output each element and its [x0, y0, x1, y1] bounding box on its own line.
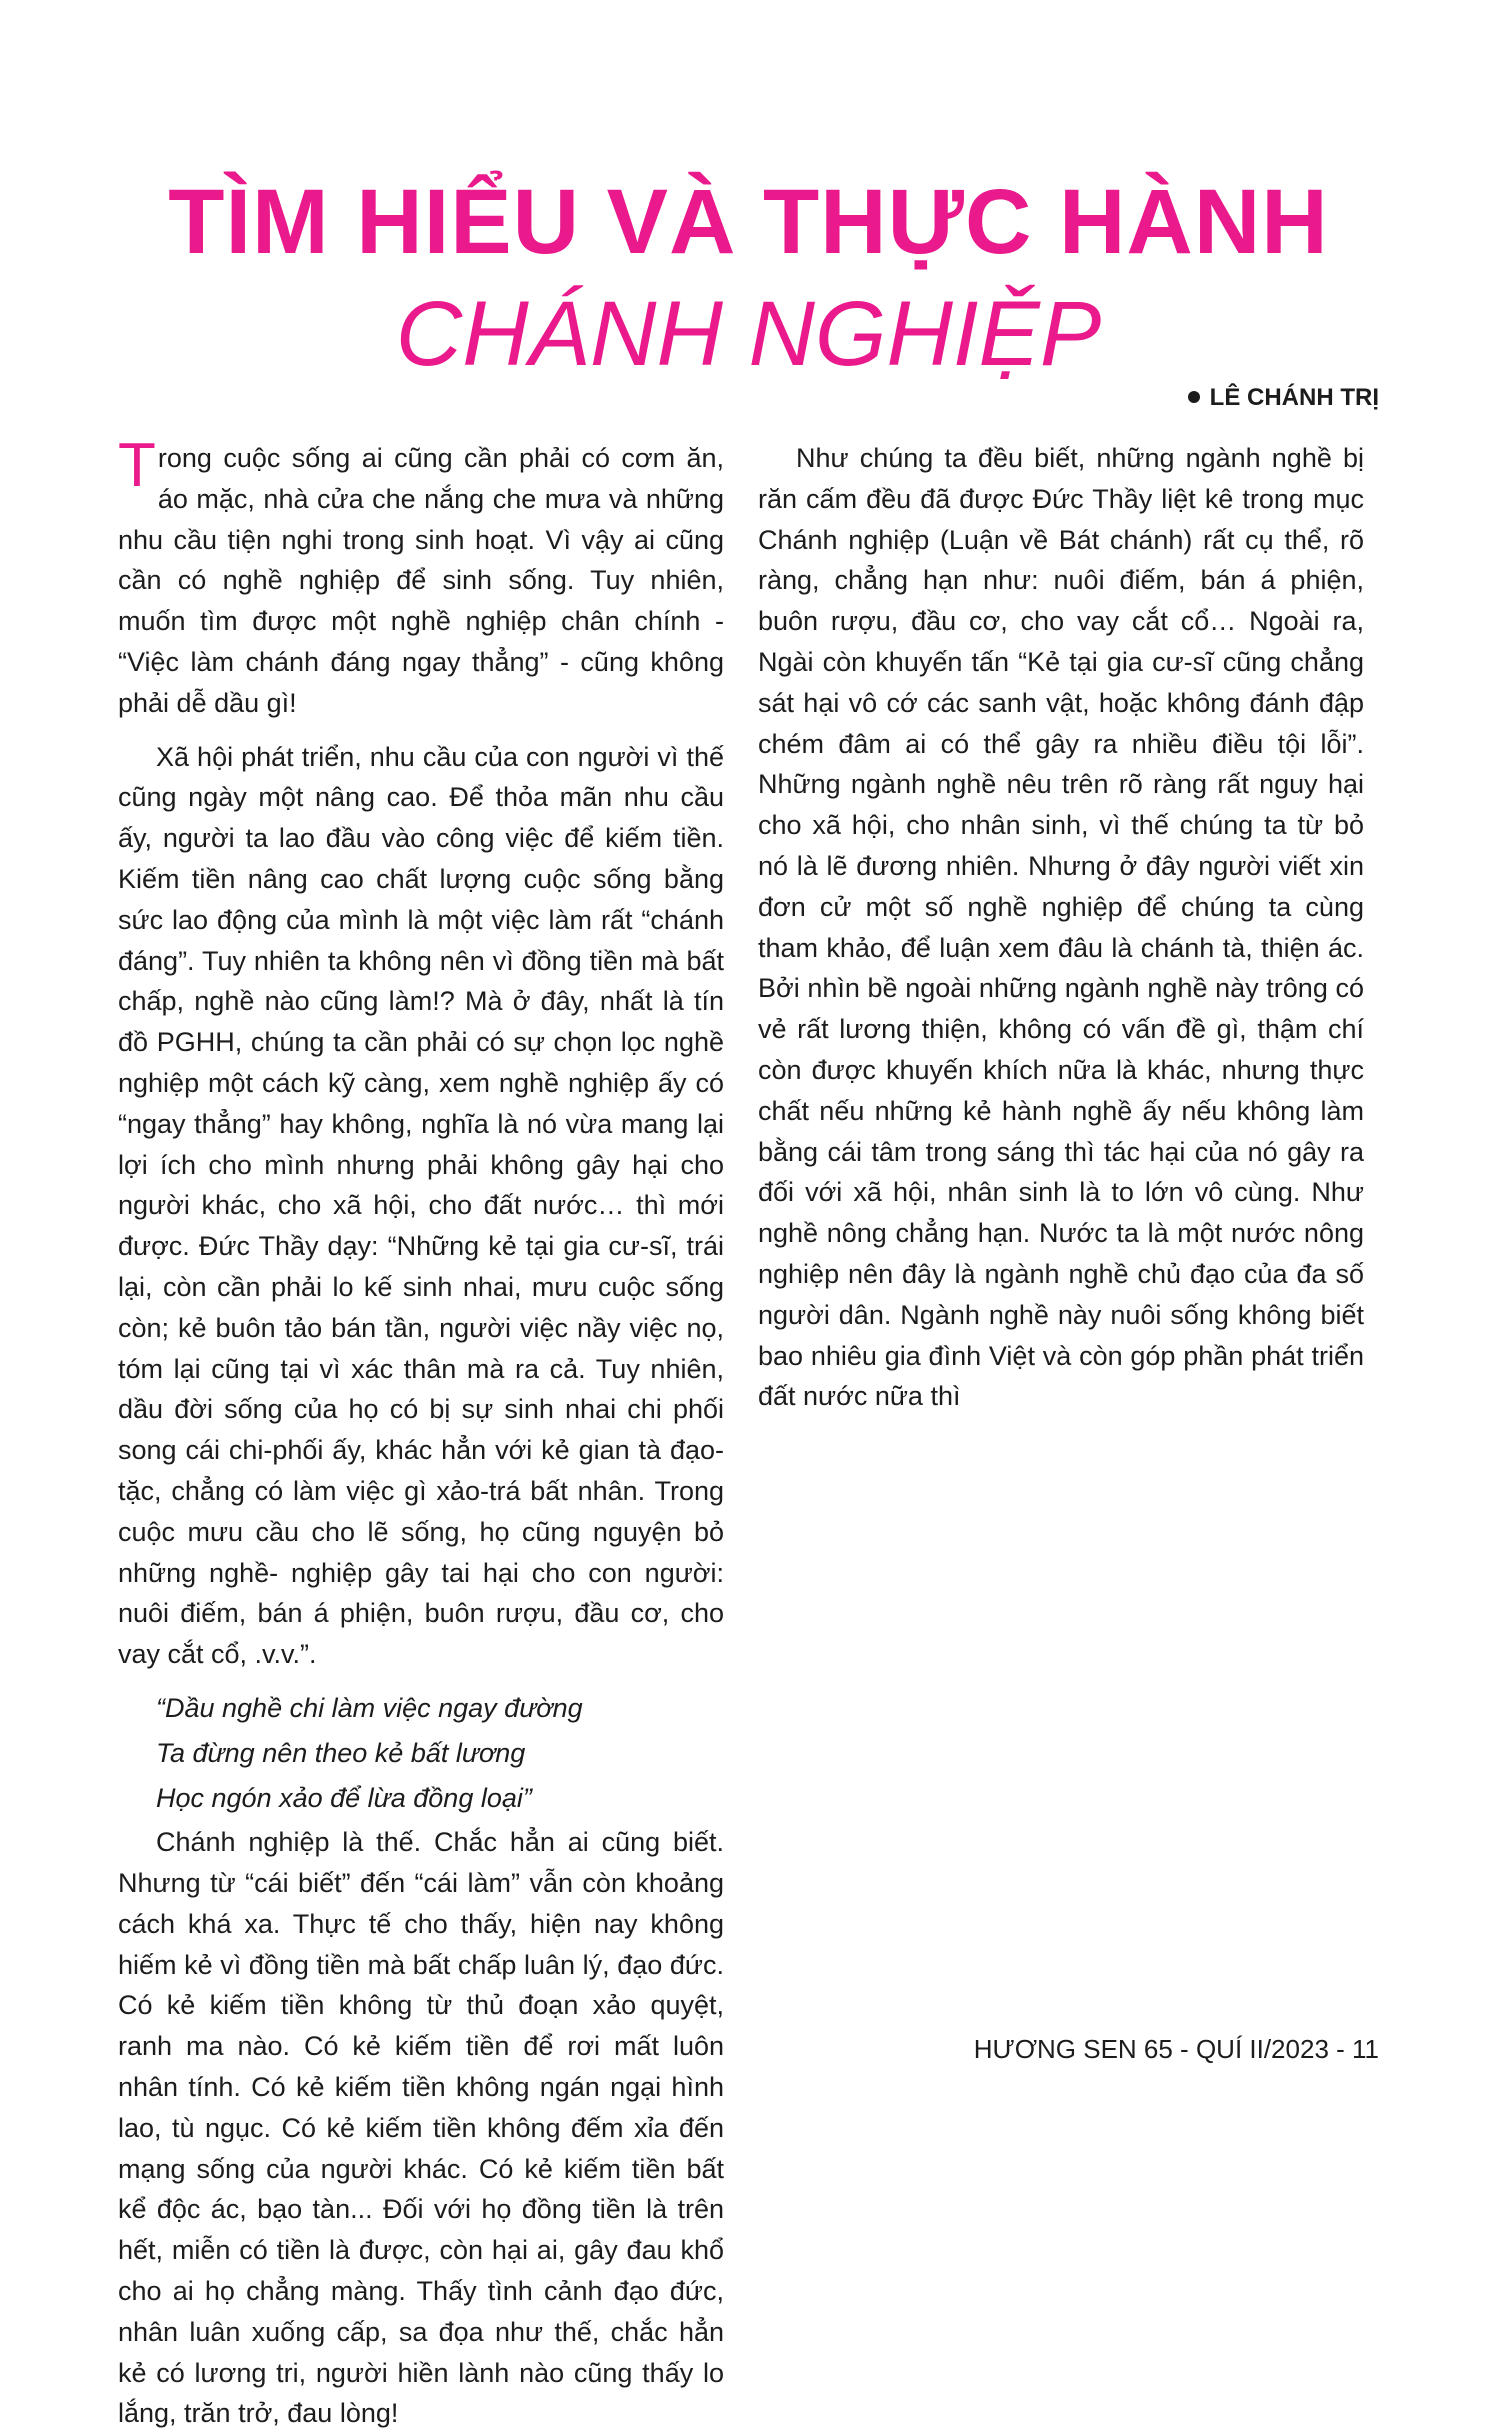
bullet-icon [1188, 391, 1200, 403]
author-name: LÊ CHÁNH TRỊ [1209, 384, 1379, 411]
drop-cap: T [118, 431, 156, 500]
page-footer: HƯƠNG SEN 65 - QUÍ II/2023 - 11 [973, 2034, 1379, 2064]
paragraph-2: Xã hội phát triển, nhu cầu của con người vì thế cũng ngày một nâng cao. Để thỏa mãn nhu cầu ấy, người ta lao đầu vào công việc để kiếm tiền. Kiếm tiền nâng cao chất lượng cuộc sống bằng sức lao động của mình là một việc làm rất “chánh đáng”. Tuy nhiên ta không nên vì đồng tiền mà bất chấp, nghề nào cũng làm!? Mà ở đây, nhất là tín đồ PGHH, chúng ta cần phải có sự chọn lọc nghề nghiệp một cách kỹ càng, xem nghề nghiệp ấy có “ngay thẳng” hay không, nghĩa là nó vừa mang lại lợi ích cho mình nhưng phải không gây hại cho người khác, cho xã hội, cho đất nước… thì mới được. Đức Thầy dạy: “Những kẻ tại gia cư-sĩ, trái lại, còn cần phải lo kế sinh nhai, mưu cuộc sống còn; kẻ buôn tảo bán tần, người việc nầy việc nọ, tóm lại cũng tại vì xác thân mà ra cả. Tuy nhiên, dầu đời sống của họ có bị sự sinh nhai chi phối song cái chi-phối ấy, khác hẳn với kẻ gian tà đạo-tặc, chẳng có làm việc gì xảo-trá bất nhân. Trong cuộc mưu cầu cho lẽ sống, họ cũng nguyện bỏ những nghề- nghiệp gây tai hại cho con người: nuôi điếm, bán á phiện, buôn rượu, đầu cơ, cho vay cắt cổ, .v.v.”. [118, 741, 724, 1670]
verse-line-2: Ta đừng nên theo kẻ bất lương [156, 1737, 526, 1768]
column-left [118, 431, 724, 2429]
column-right [758, 438, 1364, 1992]
paragraph-intro-text: rong cuộc sống ai cũng cần phải có cơm ăn, áo mặc, nhà cửa che nắng che mưa và những nhu cầu tiện nghi trong sinh hoạt. Vì vậy ai cũng cần có nghề nghiệp để sinh sống. Tuy nhiên, muốn tìm được một nghề nghiệp chân chính - “Việc làm chánh đáng ngay thẳng” - cũng không phải dễ dầu gì! [118, 443, 724, 718]
article-subtitle: CHÁNH NGHIỆP [395, 283, 1102, 385]
paragraph-3-start: Chánh nghiệp là thế. Chắc hẳn ai cũng biết. Nhưng từ “cái biết” đến “cái làm” vẫn còn khoảng cách khá xa. Thực tế cho thấy, hiện nay không hiếm kẻ vì đồng tiền mà bất chấp luân lý, đạo đức. Có kẻ kiếm tiền không từ thủ đoạn xảo quyệt, ranh ma nào. Có kẻ kiếm tiền để rơi mất luôn nhân tính. Có kẻ kiếm tiền không ngán ngại hình lao, tù ngục. Có kẻ kiếm tiền không đếm xỉa đến mạng sống của người khác. Có kẻ kiếm tiền bất kể độc ác, bạo tàn... Đối với họ đồng tiền là trên hết, miễn có tiền là được, còn hại ai, gây đau khổ cho ai họ chẳng màng. Thấy tình cảnh đạo đức, nhân luân xuống cấp, sa đọa như thế, chắc hẳn kẻ có lương tri, người hiền lành nào cũng thấy lo lắng, trăn trở, đau lòng! [118, 1827, 724, 2429]
paragraph-intro [118, 431, 724, 724]
verse-line-3: Học ngón xảo để lừa đồng loại” [156, 1782, 532, 1813]
article-title: TÌM HIỂU VÀ THỰC HÀNH [168, 171, 1329, 273]
author-byline [1188, 386, 1379, 410]
verse-line-1: “Dầu nghề chi làm việc ngay đường [156, 1692, 583, 1723]
paragraph-4: Như chúng ta đều biết, những ngành nghề bị răn cấm đều đã được Đức Thầy liệt kê trong mục Chánh nghiệp (Luận về Bát chánh) rất cụ thể, rõ ràng, chẳng hạn như: nuôi điếm, bán á phiện, buôn rượu, đầu cơ, cho vay cắt cổ… Ngoài ra, Ngài còn khuyến tấn “Kẻ tại gia cư-sĩ cũng chẳng sát hại vô cớ các sanh vật, hoặc không đánh đập chém đâm ai có thể gây ra nhiều điều tội lỗi”. Những ngành nghề nêu trên rõ ràng rất nguy hại cho xã hội, cho nhân sinh, vì thế chúng ta từ bỏ nó là lẽ đương nhiên. Nhưng ở đây người viết xin đơn cử một số nghề nghiệp để chúng ta cùng tham khảo, để luận xem đâu là chánh tà, thiện ác. Bởi nhìn bề ngoài những ngành nghề này trông có vẻ rất lương thiện, không có vấn đề gì, thậm chí còn được khuyến khích nữa là khác, nhưng thực chất nếu những kẻ hành nghề ấy nếu không làm bằng cái tâm trong sáng thì tác hại của nó gây ra đối với xã hội, nhân sinh là to lớn vô cùng. Như nghề nông chẳng hạn. Nước ta là một nước nông nghiệp nên đây là ngành nghề chủ đạo của đa số người dân. Ngành nghề này nuôi sống không biết bao nhiêu gia đình Việt và còn góp phần phát triển đất nước nữa thì [758, 443, 1364, 1412]
